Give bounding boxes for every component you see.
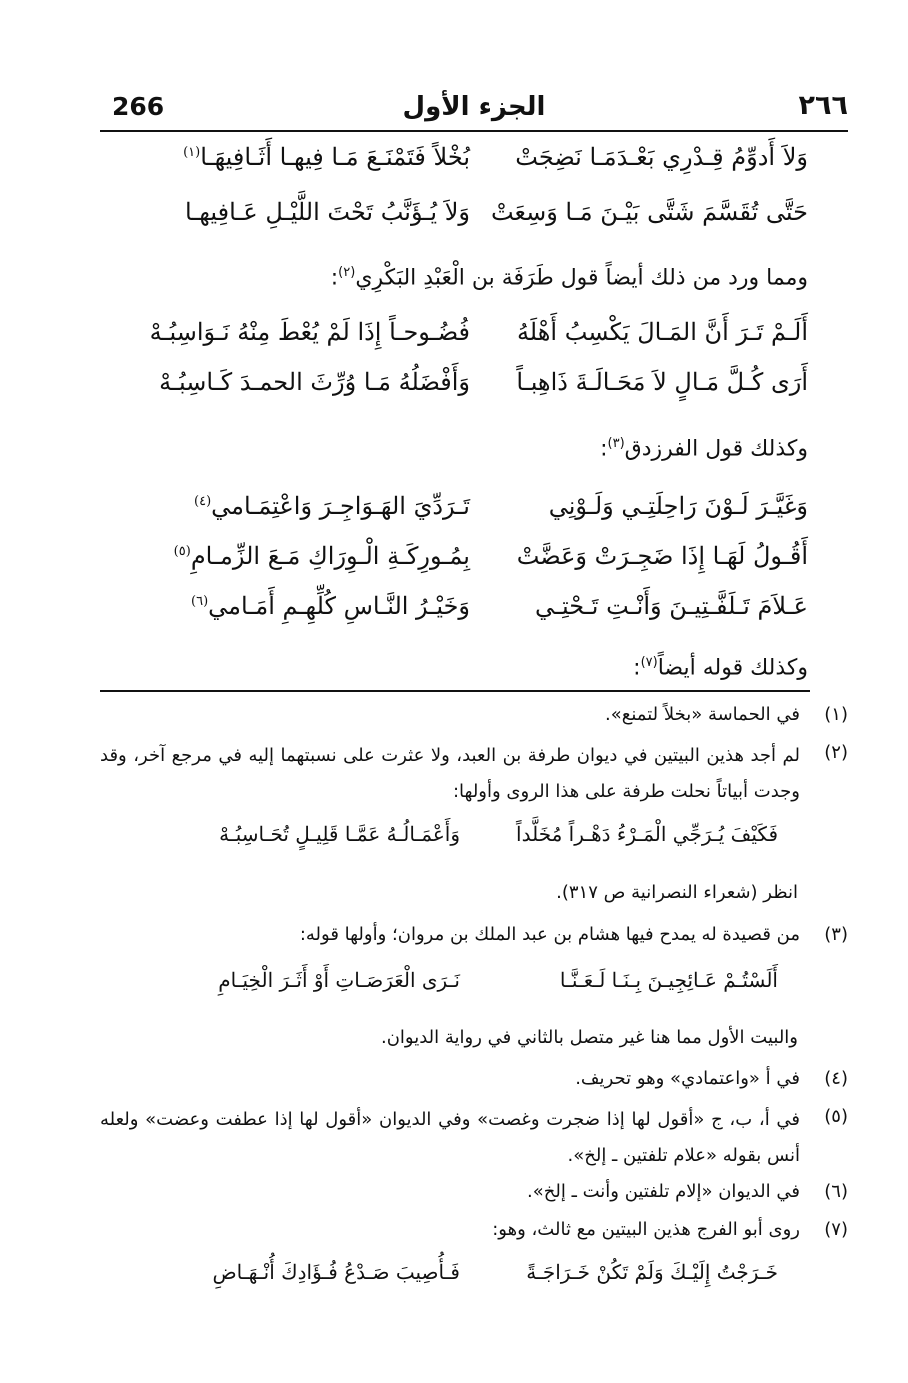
verse-second-hemistich: بُخْلاً فَتَمْنَـعَ مَـا فِيهـا أَثَـافِيهَـا$^{(١)}$: [183, 143, 470, 171]
verse-first-hemistich: أَقُـولُ لَهَـا إِذَا ضَجِـرَتْ وَعَضَّتْ: [516, 542, 808, 570]
verse-first-hemistich: عَـلاَمَ تَـلَفَّـتِيـنَ وَأَنْـتِ تَـحْتِـي: [534, 592, 808, 620]
verse-first-hemistich: وَلاَ أَدوِّمُ قِـدْرِي بَعْـدَمَـا نَضِجَتْ: [515, 143, 808, 171]
verse-line: [160, 592, 808, 632]
footnote-continuation: والبيت الأول مما هنا غير متصل بالثاني في رواية الديوان.: [380, 1027, 798, 1048]
verse-line: [160, 542, 808, 582]
footnote-text: في أ «واعتمادي» وهو تحريف.: [575, 1068, 800, 1089]
footnote-number: (٦): [824, 1181, 848, 1202]
footnote: [100, 1064, 848, 1094]
footnote-ref: (٦): [191, 594, 209, 609]
footnote-number: (٣): [824, 924, 848, 945]
footnote-number: (١): [824, 704, 848, 725]
verse-second-hemistich: نَـرَى الْعَرَصَـاتِ أَوْ أَثَـرَ الْخِيَـامِ: [218, 968, 460, 992]
verse-first-hemistich: خَـرَجْتُ إِلَيْـكَ وَلَمْ تَكُنْ خَـرَاجَـةً: [526, 1260, 778, 1284]
verse-second-hemistich: وَخَيْـرُ النَّـاسِ كُلِّهِـمِ أَمَـامي$^{(٦)}$: [191, 592, 470, 620]
footnote: [100, 1102, 848, 1168]
intro-paragraph: وكذلك قوله أيضاً$^{(٧)}$:: [633, 655, 808, 681]
verse-second-hemistich: فَـأُصِيبَ صَـدْعُ فُـؤَادِكَ أُنْـهَـاضِ: [212, 1260, 460, 1284]
verse-line: [160, 198, 808, 238]
footnote: [100, 1215, 848, 1245]
verse-line: [149, 318, 808, 358]
page-number-arabic: ٢٦٦: [798, 90, 848, 121]
footnote-text: من قصيدة له يمدح فيها هشام بن عبد الملك بن مروان؛ وأولها قوله:: [299, 924, 800, 945]
intro-paragraph: ومما ورد من ذلك أيضاً قول طَرَفَة بن الْعَبْدِ البَكْرِي$^{(٢)}$:: [330, 265, 808, 291]
page-number-latin: 266: [112, 92, 165, 121]
footnote-number: (٥): [824, 1106, 848, 1127]
footnote-number: (٢): [824, 742, 848, 763]
footnote: [100, 1177, 848, 1207]
footnote-text: لم أجد هذين البيتين في ديوان طرفة بن العبد، ولا عثرت على نسبتهما إليه في مرجع آخر، وقد وجدت أبياتاً نحلت طرفة على هذا الروى وأولها:: [100, 745, 800, 802]
verse-second-hemistich: فُضُـوحـاً إِذَا لَمْ يُعْطَ مِنْهُ نَـوَاسِبُـهْ: [149, 318, 470, 346]
footnote-number: (٤): [824, 1068, 848, 1089]
verse-second-hemistich: وَأَعْمَـالُـهُ عَمَّـا قَلِيـلٍ تُحَـاسِبُـهْ: [219, 822, 460, 846]
footnote-ref: (٢): [338, 265, 356, 280]
footnote-ref: (١): [183, 145, 201, 160]
footnote-verse: [170, 1260, 778, 1294]
footnote-ref: (٧): [640, 655, 658, 670]
footnote-ref: (٣): [607, 436, 625, 451]
verse-second-hemistich: بِمُـورِكَـةِ الْـوِرَاكِ مَـعَ الزِّمـامِ$^{(٥)}$: [173, 542, 470, 570]
footnote-text: في الحماسة «بخلاً لتمنع».: [605, 704, 800, 725]
footnote-verse: [170, 968, 778, 1002]
footnote-divider: [100, 690, 810, 692]
verse-first-hemistich: فَكَيْفَ يُـرَجِّي الْمَـرْءُ دَهْـراً مُخَلَّداً: [516, 822, 778, 846]
page-title: الجزء الأول: [402, 92, 546, 122]
verse-first-hemistich: أَرَى كُـلَّ مَـالٍ لاَ مَحَـالَـةَ ذَاهِبـاً: [516, 368, 808, 396]
verse-line: [160, 492, 808, 532]
page-header: [100, 88, 848, 132]
footnote: [100, 700, 848, 730]
footnote-text: روى أبو الفرج هذين البيتين مع ثالث، وهو:: [492, 1219, 800, 1240]
verse-first-hemistich: حَتَّى تُقَسَّمَ شَتَّى بَيْـنَ مَـا وَسِعَتْ: [490, 198, 808, 226]
footnote-number: (٧): [824, 1219, 848, 1240]
verse-line: [160, 368, 808, 408]
verse-first-hemistich: أَلَسْتُـمْ عَـائِجِيـنَ بِـنَـا لَـعَـنَّـا: [559, 968, 778, 992]
footnote-verse: [170, 822, 778, 856]
verse-second-hemistich: تَـرَدِّيَ الهَـوَاجِـرَ وَاعْتِمَـامي$^{(٤)}$: [194, 492, 470, 520]
verse-first-hemistich: أَلَـمْ تَـرَ أَنَّ المَـالَ يَكْسِبُ أَهْلَهُ: [516, 318, 808, 346]
footnote-ref: (٤): [194, 494, 212, 509]
footnote-ref: (٥): [173, 544, 191, 559]
verse-second-hemistich: وَلاَ يُـؤَنَّبُ تَحْتَ اللَّيْـلِ عَـافِيهـا: [184, 198, 470, 226]
footnote-text: في أ، ب، ج «أقول لها إذا ضجرت وغصت» وفي الديوان «أقول لها إذا عطفت وعضت» ولعله أنس بقوله «علام تلفتين ـ إلخ».: [100, 1109, 800, 1166]
verse-second-hemistich: وَأَفْضَلُهُ مَـا وُرِّثَ الحمـدَ كَـاسِبُـهْ: [159, 368, 470, 396]
footnote-continuation: انظر (شعراء النصرانية ص ٣١٧).: [556, 882, 798, 903]
footnote-text: في الديوان «إلام تلفتين وأنت ـ إلخ».: [527, 1181, 800, 1202]
verse-first-hemistich: وَغَيَّـرَ لَـوْنَ رَاحِلَتِـي وَلَـوْنِي: [548, 492, 808, 520]
footnote: [100, 920, 848, 950]
intro-paragraph: وكذلك قول الفرزدق$^{(٣)}$:: [600, 436, 808, 462]
footnote: [100, 738, 848, 804]
verse-line: [160, 143, 808, 183]
